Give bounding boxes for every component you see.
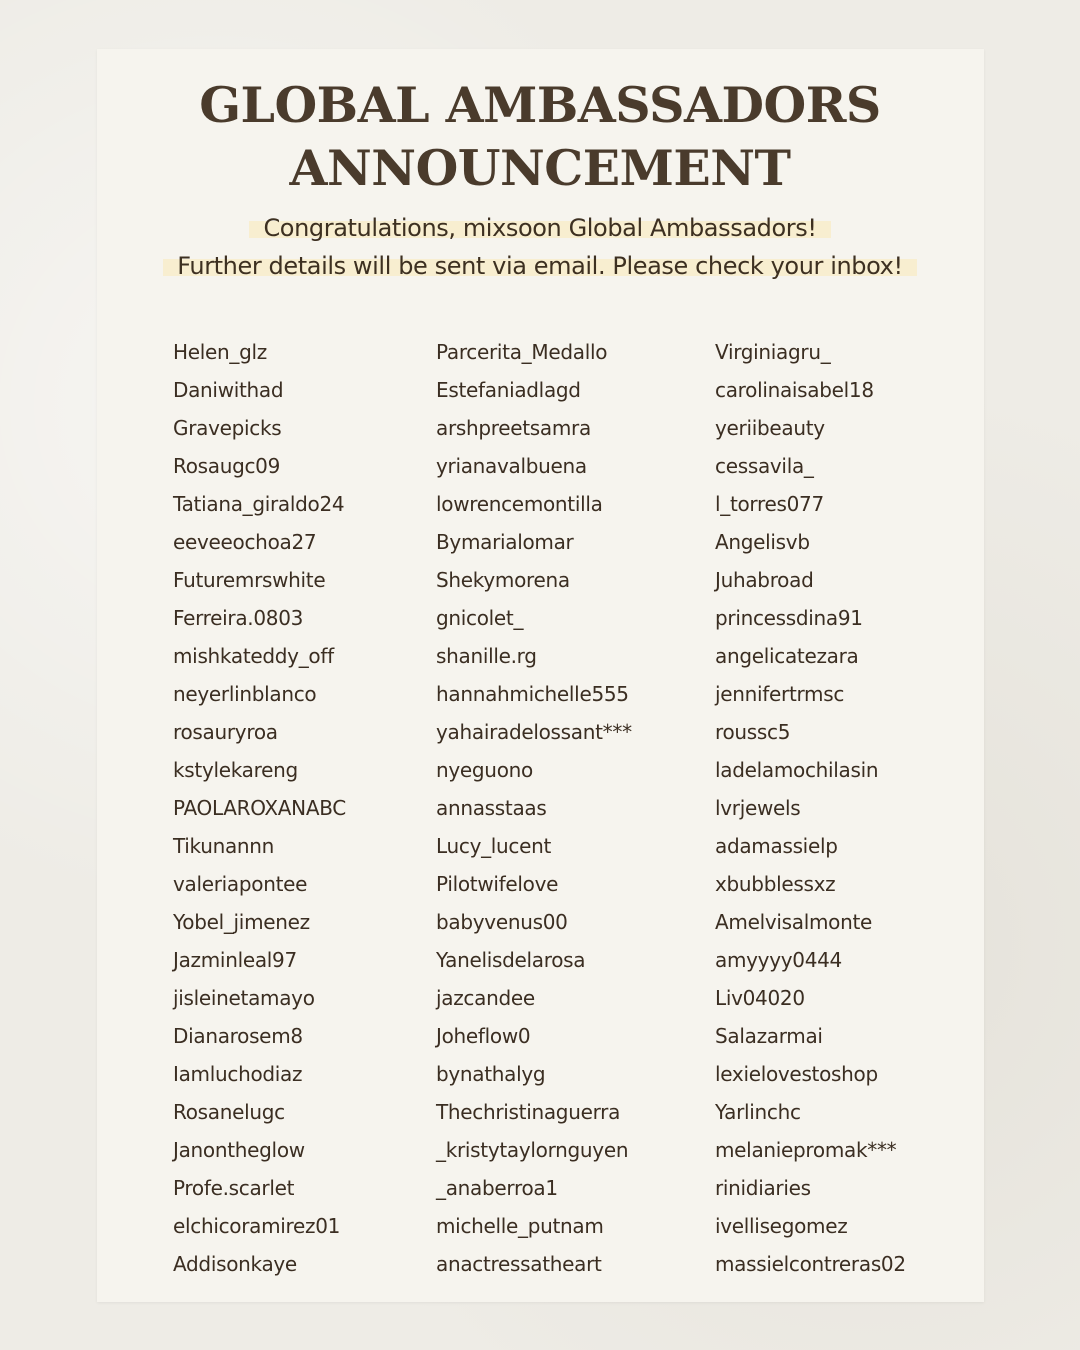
ambassador-name: Yobel_jimenez bbox=[173, 910, 310, 934]
title-line-2: ANNOUNCEMENT bbox=[289, 139, 791, 197]
ambassador-name: lvrjewels bbox=[715, 796, 801, 820]
ambassador-name: Tatiana_giraldo24 bbox=[173, 492, 345, 516]
ambassador-name: Ferreira.0803 bbox=[173, 606, 304, 630]
ambassador-name: neyerlinblanco bbox=[173, 682, 317, 706]
ambassador-name: Amelvisalmonte bbox=[715, 910, 872, 934]
ambassador-name: Helen_glz bbox=[173, 340, 267, 364]
page-title bbox=[0, 74, 1080, 200]
ambassador-name: nyeguono bbox=[436, 758, 533, 782]
ambassador-name: _kristytaylornguyen bbox=[436, 1138, 629, 1162]
ambassador-name: anactressatheart bbox=[436, 1252, 602, 1276]
ambassador-name: yeriibeauty bbox=[715, 416, 825, 440]
ambassador-name: Liv04020 bbox=[715, 986, 805, 1010]
ambassador-name: amyyyy0444 bbox=[715, 948, 842, 972]
ambassador-name: Janontheglow bbox=[173, 1138, 305, 1162]
ambassador-name: Juhabroad bbox=[715, 568, 814, 592]
ambassador-name: Estefaniadlagd bbox=[436, 378, 581, 402]
ambassador-name: Salazarmai bbox=[715, 1024, 823, 1048]
ambassador-name: jazcandee bbox=[436, 986, 535, 1010]
ambassador-name: Daniwithad bbox=[173, 378, 284, 402]
ambassador-name: _anaberroa1 bbox=[436, 1176, 558, 1200]
ambassador-name: massielcontreras02 bbox=[715, 1252, 906, 1276]
ambassador-name: Yanelisdelarosa bbox=[436, 948, 586, 972]
ambassador-name: Joheflow0 bbox=[436, 1024, 531, 1048]
ambassador-name: Pilotwifelove bbox=[436, 872, 559, 896]
ambassador-name: cessavila_ bbox=[715, 454, 814, 478]
ambassador-name: kstylekareng bbox=[173, 758, 298, 782]
ambassador-name: Profe.scarlet bbox=[173, 1176, 295, 1200]
ambassador-name: Futuremrswhite bbox=[173, 568, 326, 592]
ambassador-name: Thechristinaguerra bbox=[436, 1100, 621, 1124]
ambassador-name: Iamluchodiaz bbox=[173, 1062, 303, 1086]
ambassador-name: Yarlinchc bbox=[715, 1100, 801, 1124]
ambassador-name: Rosanelugc bbox=[173, 1100, 285, 1124]
ambassador-name: lexielovestoshop bbox=[715, 1062, 878, 1086]
subtitle-line-1: Congratulations, mixsoon Global Ambassadors! bbox=[249, 214, 830, 242]
ambassador-name: eeveeochoa27 bbox=[173, 530, 317, 554]
ambassador-name: shanille.rg bbox=[436, 644, 537, 668]
ambassador-name: bynathalyg bbox=[436, 1062, 546, 1086]
ambassador-name: angelicatezara bbox=[715, 644, 859, 668]
ambassador-name: Angelisvb bbox=[715, 530, 810, 554]
subtitle-congratulations bbox=[0, 213, 1080, 243]
ambassador-name: carolinaisabel18 bbox=[715, 378, 874, 402]
ambassador-name: ladelamochilasin bbox=[715, 758, 879, 782]
ambassador-name: michelle_putnam bbox=[436, 1214, 604, 1238]
ambassador-list-column-2 bbox=[436, 333, 632, 1283]
ambassador-name: jisleinetamayo bbox=[173, 986, 315, 1010]
title-line-1: GLOBAL AMBASSADORS bbox=[199, 76, 881, 134]
ambassador-name: Lucy_lucent bbox=[436, 834, 552, 858]
ambassador-name: adamassielp bbox=[715, 834, 838, 858]
ambassador-name: yrianavalbuena bbox=[436, 454, 587, 478]
ambassador-name: Gravepicks bbox=[173, 416, 282, 440]
ambassador-name: elchicoramirez01 bbox=[173, 1214, 341, 1238]
ambassador-name: ivellisegomez bbox=[715, 1214, 848, 1238]
ambassador-name: roussc5 bbox=[715, 720, 791, 744]
ambassador-list-column-1 bbox=[173, 333, 346, 1283]
ambassador-name: babyvenus00 bbox=[436, 910, 568, 934]
ambassador-list-column-3 bbox=[715, 333, 906, 1283]
ambassador-name: rosauryroa bbox=[173, 720, 278, 744]
ambassador-name: mishkateddy_off bbox=[173, 644, 334, 668]
ambassador-name: Addisonkaye bbox=[173, 1252, 297, 1276]
ambassador-name: Tikunannn bbox=[173, 834, 275, 858]
ambassador-name: annasstaas bbox=[436, 796, 547, 820]
ambassador-name: jennifertrmsc bbox=[715, 682, 845, 706]
ambassador-name: valeriapontee bbox=[173, 872, 308, 896]
ambassador-name: Shekymorena bbox=[436, 568, 570, 592]
ambassador-name: arshpreetsamra bbox=[436, 416, 591, 440]
ambassador-name: melaniepromak*** bbox=[715, 1138, 897, 1162]
ambassador-name: Jazminleal97 bbox=[173, 948, 297, 972]
subtitle-email-notice bbox=[0, 251, 1080, 281]
ambassador-name: PAOLAROXANABC bbox=[173, 796, 346, 820]
ambassador-name: Virginiagru_ bbox=[715, 340, 831, 364]
ambassador-name: hannahmichelle555 bbox=[436, 682, 629, 706]
ambassador-name: xbubblessxz bbox=[715, 872, 836, 896]
ambassador-name: Rosaugc09 bbox=[173, 454, 281, 478]
ambassador-name: rinidiaries bbox=[715, 1176, 811, 1200]
ambassador-name: Bymarialomar bbox=[436, 530, 574, 554]
subtitle-line-2: Further details will be sent via email. Please check your inbox! bbox=[163, 252, 916, 280]
ambassador-name: lowrencemontilla bbox=[436, 492, 603, 516]
ambassador-name: gnicolet_ bbox=[436, 606, 524, 630]
ambassador-name: yahairadelossant*** bbox=[436, 720, 632, 744]
ambassador-name: l_torres077 bbox=[715, 492, 824, 516]
ambassador-name: Parcerita_Medallo bbox=[436, 340, 608, 364]
ambassador-name: princessdina91 bbox=[715, 606, 863, 630]
ambassador-name: Dianarosem8 bbox=[173, 1024, 303, 1048]
